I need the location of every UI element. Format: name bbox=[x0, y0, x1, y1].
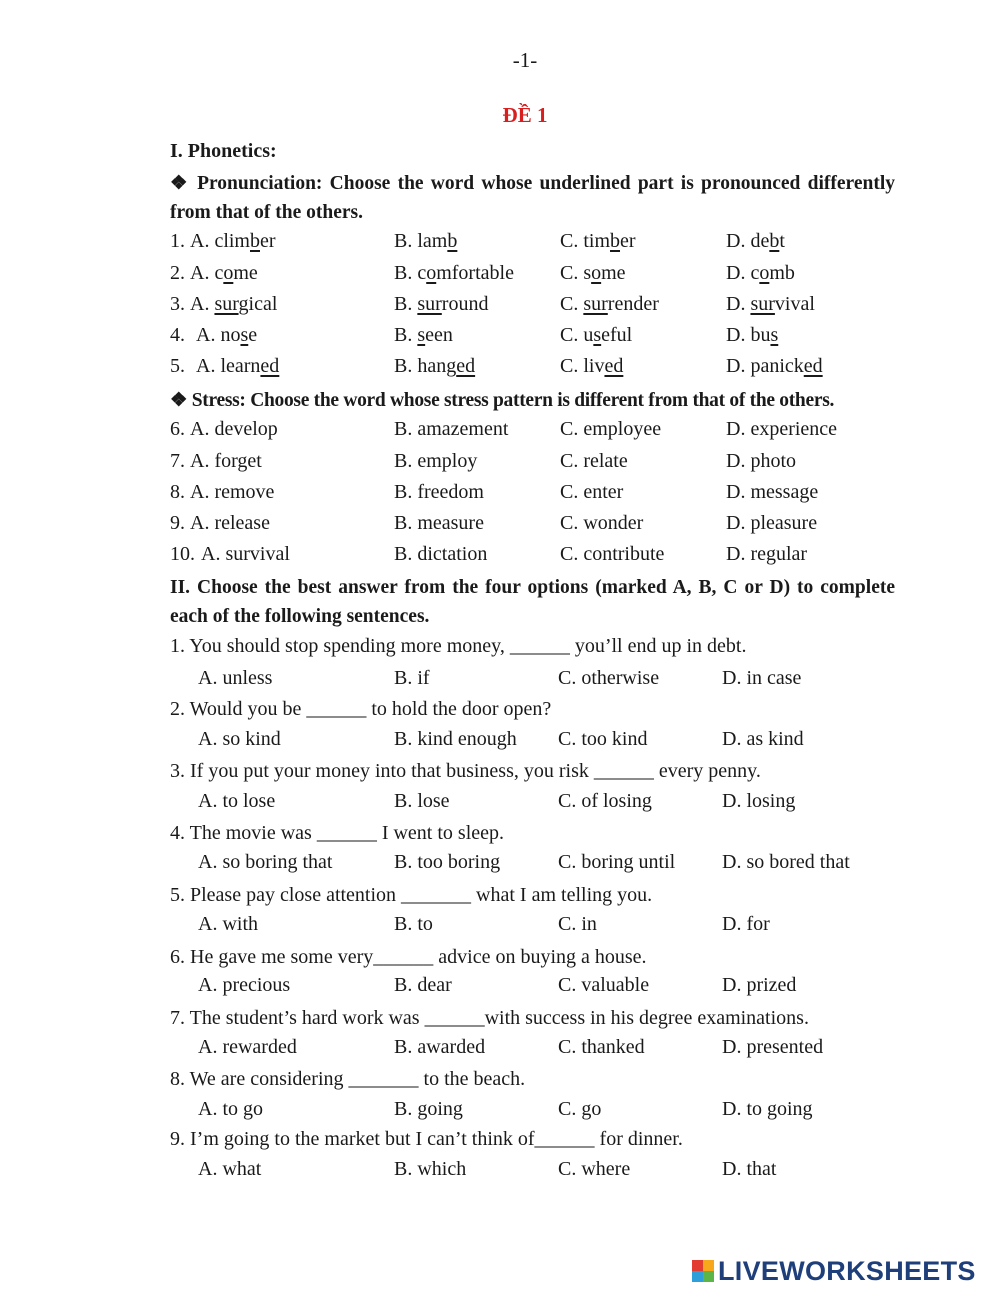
option-a[interactable] bbox=[196, 355, 279, 378]
question-number: 10. bbox=[170, 543, 195, 565]
mc-question-5-options bbox=[198, 913, 898, 943]
option-text-pre: A. learn bbox=[196, 355, 261, 377]
option-d[interactable]: D. that bbox=[722, 1158, 777, 1180]
mc-question-7-options bbox=[198, 1036, 898, 1066]
underlined-part: ed bbox=[803, 355, 823, 377]
underlined-part: sur bbox=[583, 293, 608, 315]
option-text-post: eful bbox=[601, 324, 633, 346]
page-number: -1- bbox=[512, 48, 538, 72]
option-a[interactable]: A. precious bbox=[198, 974, 291, 996]
option-text-pre: A. bbox=[190, 293, 215, 315]
mc-question-9-options bbox=[198, 1158, 898, 1188]
underlined-part: b bbox=[610, 230, 621, 252]
pronunciation-question-1 bbox=[170, 230, 910, 260]
option-d[interactable]: D. pleasure bbox=[726, 512, 818, 534]
mc-question-3-stem: 3. If you put your money into that business, you risk ______ every penny. bbox=[170, 760, 761, 782]
underlined-part: ed bbox=[260, 355, 280, 377]
mc-question-2-stem: 2. Would you be ______ to hold the door open? bbox=[170, 698, 552, 720]
option-c[interactable]: C. otherwise bbox=[558, 667, 660, 689]
option-d[interactable]: D. prized bbox=[722, 974, 797, 996]
stress-instruction: ❖ Stress: Choose the word whose stress pattern is different from that of the others. bbox=[170, 390, 835, 411]
option-text-pre: D. c bbox=[726, 262, 760, 284]
option-c[interactable]: C. boring until bbox=[558, 851, 676, 873]
mc-question-8-stem: 8. We are considering _______ to the beach. bbox=[170, 1068, 526, 1090]
option-c[interactable]: C. where bbox=[558, 1158, 631, 1180]
stress-question-7 bbox=[170, 450, 910, 480]
option-d[interactable]: D. as kind bbox=[722, 728, 804, 750]
option-a[interactable]: A. survival bbox=[201, 543, 290, 565]
option-text-post: mb bbox=[769, 262, 795, 284]
option-text-pre: B. lam bbox=[394, 230, 448, 252]
pronunciation-question-5 bbox=[170, 355, 910, 385]
liveworksheets-logo-icon bbox=[692, 1260, 714, 1282]
underlined-part: b bbox=[250, 230, 260, 252]
option-c[interactable]: C. valuable bbox=[558, 974, 650, 996]
liveworksheets-logo bbox=[692, 1256, 976, 1286]
pronunciation-question-3 bbox=[170, 293, 910, 323]
section2-instruction: II. Choose the best answer from the four options (marked A, B, C or D) to complete each of the following sentences. bbox=[170, 577, 895, 627]
option-text-pre: D. de bbox=[726, 230, 770, 252]
option-c[interactable]: C. too kind bbox=[558, 728, 648, 750]
logo-text: LIVEWORKSHEETS bbox=[718, 1255, 976, 1286]
stress-question-6 bbox=[170, 418, 910, 448]
option-text-post: render bbox=[607, 293, 659, 315]
option-text-pre: B. bbox=[394, 324, 418, 346]
option-c[interactable]: C. relate bbox=[560, 450, 628, 472]
option-text-pre: B. hang bbox=[394, 355, 457, 377]
underlined-part: o bbox=[759, 262, 770, 284]
mc-question-4-options bbox=[198, 851, 898, 881]
option-a[interactable]: A. to go bbox=[198, 1098, 263, 1120]
option-c[interactable]: C. contribute bbox=[560, 543, 665, 565]
option-c[interactable]: C. thanked bbox=[558, 1036, 645, 1058]
option-a[interactable]: A. unless bbox=[198, 667, 273, 689]
option-text-post: e bbox=[248, 324, 258, 346]
pronunciation-question-4 bbox=[170, 324, 910, 354]
option-b[interactable] bbox=[394, 355, 475, 378]
option-c[interactable] bbox=[560, 293, 659, 316]
stress-question-9 bbox=[170, 512, 910, 542]
option-d[interactable]: D. so bored that bbox=[722, 851, 850, 873]
option-d[interactable]: D. message bbox=[726, 481, 819, 503]
option-b[interactable]: B. if bbox=[394, 667, 430, 689]
option-text-post: mfortable bbox=[436, 262, 514, 284]
question-number: 2. bbox=[170, 262, 185, 284]
question-number: 6. bbox=[170, 418, 185, 440]
option-text-pre: A. no bbox=[196, 324, 241, 346]
option-a[interactable]: A. to lose bbox=[198, 790, 276, 812]
option-a[interactable]: A. release bbox=[190, 512, 270, 534]
underlined-part: ed bbox=[456, 355, 476, 377]
option-text-post: gical bbox=[238, 293, 278, 315]
option-a[interactable] bbox=[196, 324, 257, 347]
option-b[interactable]: B. dear bbox=[394, 974, 452, 996]
option-b[interactable] bbox=[394, 230, 457, 253]
underlined-part: b bbox=[769, 230, 780, 252]
option-b[interactable]: B. awarded bbox=[394, 1036, 486, 1058]
option-text-pre: D. panick bbox=[726, 355, 804, 377]
option-b[interactable] bbox=[394, 293, 488, 316]
option-text-post: t bbox=[779, 230, 785, 252]
option-text-post: vival bbox=[774, 293, 815, 315]
underlined-part: o bbox=[426, 262, 437, 284]
option-b[interactable]: B. which bbox=[394, 1158, 467, 1180]
option-c[interactable]: C. of losing bbox=[558, 790, 652, 812]
option-a[interactable]: A. remove bbox=[190, 481, 275, 503]
mc-question-7-stem: 7. The student’s hard work was ______with success in his degree examinations. bbox=[170, 1007, 809, 1029]
option-a[interactable] bbox=[190, 293, 277, 316]
option-d[interactable] bbox=[726, 230, 785, 253]
option-d[interactable] bbox=[726, 324, 778, 347]
option-d[interactable]: D. for bbox=[722, 913, 770, 935]
logo-square-green bbox=[703, 1271, 714, 1282]
option-b[interactable] bbox=[394, 262, 514, 285]
option-d[interactable]: D. losing bbox=[722, 790, 796, 812]
option-a[interactable]: A. develop bbox=[190, 418, 278, 440]
underlined-part: o bbox=[591, 262, 602, 284]
option-text-post: er bbox=[620, 230, 636, 252]
mc-question-1-stem: 1. You should stop spending more money, ______ you’ll end up in debt. bbox=[170, 635, 747, 657]
logo-square-orange bbox=[703, 1260, 714, 1271]
mc-question-8-options bbox=[198, 1098, 898, 1128]
option-c[interactable] bbox=[560, 230, 636, 253]
option-b[interactable]: B. measure bbox=[394, 512, 484, 534]
option-c[interactable]: C. employee bbox=[560, 418, 662, 440]
option-d[interactable]: D. in case bbox=[722, 667, 802, 689]
option-b[interactable]: B. kind enough bbox=[394, 728, 517, 750]
underlined-part: ed bbox=[604, 355, 624, 377]
option-d[interactable]: D. experience bbox=[726, 418, 838, 440]
option-text-pre: A. c bbox=[190, 262, 224, 284]
pronunciation-question-2 bbox=[170, 262, 910, 292]
option-b[interactable]: B. too boring bbox=[394, 851, 501, 873]
option-b[interactable]: B. going bbox=[394, 1098, 463, 1120]
underlined-part: s bbox=[770, 324, 779, 346]
option-text-post: me bbox=[601, 262, 626, 284]
option-b[interactable]: B. dictation bbox=[394, 543, 488, 565]
option-d[interactable]: D. regular bbox=[726, 543, 808, 565]
option-d[interactable] bbox=[726, 355, 823, 378]
option-a[interactable]: A. rewarded bbox=[198, 1036, 297, 1058]
underlined-part: s bbox=[593, 324, 602, 346]
option-text-pre: B. bbox=[394, 293, 418, 315]
option-text-post: er bbox=[260, 230, 276, 252]
underlined-part: s bbox=[240, 324, 249, 346]
option-text-pre: C. bbox=[560, 293, 584, 315]
mc-question-6-options bbox=[198, 974, 898, 1004]
option-a[interactable] bbox=[190, 262, 258, 285]
option-b[interactable]: B. employ bbox=[394, 450, 478, 472]
underlined-part: b bbox=[447, 230, 458, 252]
option-d[interactable]: D. photo bbox=[726, 450, 796, 472]
option-c[interactable]: C. in bbox=[558, 913, 597, 935]
option-text-pre: C. liv bbox=[560, 355, 605, 377]
question-number: 4. bbox=[170, 324, 185, 346]
exam-title: ĐỀ 1 bbox=[502, 103, 548, 127]
option-b[interactable]: B. lose bbox=[394, 790, 450, 812]
option-text-post: me bbox=[233, 262, 258, 284]
option-c[interactable]: C. wonder bbox=[560, 512, 644, 534]
option-text-pre: C. s bbox=[560, 262, 592, 284]
mc-question-6-stem: 6. He gave me some very______ advice on buying a house. bbox=[170, 946, 647, 968]
option-b[interactable]: B. freedom bbox=[394, 481, 484, 503]
question-number: 9. bbox=[170, 512, 185, 534]
underlined-part: sur bbox=[214, 293, 239, 315]
underlined-part: sur bbox=[417, 293, 442, 315]
option-text-post: round bbox=[441, 293, 489, 315]
logo-square-red bbox=[692, 1260, 703, 1271]
option-text-pre: D. bbox=[726, 293, 751, 315]
mc-question-4-stem: 4. The movie was ______ I went to sleep. bbox=[170, 822, 505, 844]
question-number: 1. bbox=[170, 230, 185, 252]
option-a[interactable]: A. so boring that bbox=[198, 851, 333, 873]
option-d[interactable] bbox=[726, 262, 795, 285]
option-d[interactable]: D. to going bbox=[722, 1098, 813, 1120]
option-b[interactable]: B. amazement bbox=[394, 418, 509, 440]
option-a[interactable]: A. forget bbox=[190, 450, 262, 472]
option-b[interactable]: B. to bbox=[394, 913, 433, 935]
mc-question-1-options bbox=[198, 667, 898, 697]
option-c[interactable]: C. go bbox=[558, 1098, 602, 1120]
option-b[interactable] bbox=[394, 324, 453, 347]
option-c[interactable] bbox=[560, 324, 632, 347]
mc-question-5-stem: 5. Please pay close attention _______ what I am telling you. bbox=[170, 884, 653, 906]
option-c[interactable] bbox=[560, 355, 623, 378]
question-number: 5. bbox=[170, 355, 185, 377]
underlined-part: sur bbox=[750, 293, 775, 315]
option-text-pre: C. u bbox=[560, 324, 594, 346]
option-text-pre: C. tim bbox=[560, 230, 611, 252]
mc-question-3-options bbox=[198, 790, 898, 820]
option-c[interactable]: C. enter bbox=[560, 481, 624, 503]
question-number: 3. bbox=[170, 293, 185, 315]
option-text-post: een bbox=[425, 324, 453, 346]
mc-question-2-options bbox=[198, 728, 898, 758]
underlined-part: s bbox=[417, 324, 426, 346]
question-number: 8. bbox=[170, 481, 185, 503]
section-phonetics-heading: I. Phonetics: bbox=[170, 140, 277, 162]
mc-question-9-stem: 9. I’m going to the market but I can’t think of______ for dinner. bbox=[170, 1128, 683, 1150]
stress-question-10 bbox=[170, 543, 910, 573]
option-text-pre: A. clim bbox=[190, 230, 250, 252]
option-text-pre: B. c bbox=[394, 262, 427, 284]
option-a[interactable]: A. so kind bbox=[198, 728, 281, 750]
option-a[interactable]: A. with bbox=[198, 913, 258, 935]
underlined-part: o bbox=[223, 262, 234, 284]
option-a[interactable]: A. what bbox=[198, 1158, 262, 1180]
question-number: 7. bbox=[170, 450, 185, 472]
option-d[interactable]: D. presented bbox=[722, 1036, 824, 1058]
stress-question-8 bbox=[170, 481, 910, 511]
option-d[interactable] bbox=[726, 293, 815, 316]
option-c[interactable] bbox=[560, 262, 626, 285]
logo-square-blue bbox=[692, 1271, 703, 1282]
option-a[interactable] bbox=[190, 230, 276, 253]
pronunciation-instruction: ❖ Pronunciation: Choose the word whose underlined part is pronounced differently from that of the others. bbox=[170, 173, 895, 223]
option-text-pre: D. bu bbox=[726, 324, 771, 346]
